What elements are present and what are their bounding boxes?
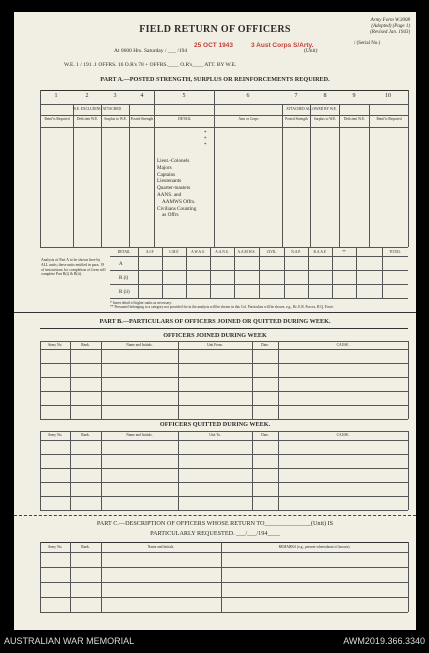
- unit-label: (Unit): [304, 48, 318, 54]
- col-number-2: 2: [85, 93, 89, 99]
- category-aans: AANS. and: [157, 191, 182, 198]
- joined-col-cause: CAUSE.: [336, 343, 350, 347]
- joined-col-rank: Rank.: [81, 343, 90, 347]
- attached-allowed-header: ATTACHED ALLOWED BY W.E.: [286, 107, 337, 111]
- category-captains: Captains: [157, 171, 176, 178]
- analysis-note: Analysis of Part A to be shown here by ALL units; these units entitled in para. 19 of instructions for completion of form will complete Part B(i) & B(ii).: [41, 258, 106, 277]
- category-lieut-colonels: Lieut.-Colonels: [157, 158, 190, 164]
- analysis-row-a: A: [119, 262, 123, 267]
- header-reinforcements-required-right: Reinf'ts Required: [376, 117, 402, 121]
- header-posted-strength-right: Posted Strength: [285, 117, 308, 121]
- joined-title: OFFICERS JOINED DURING WEEK: [163, 332, 267, 339]
- header-surplus-right: Surplus to W.E.: [313, 117, 337, 121]
- analysis-col-other: **: [342, 250, 346, 254]
- serial-number-label: / (Serial No.): [354, 41, 381, 46]
- analysis-col-detail: DETAIL: [117, 250, 131, 254]
- joined-col-name: Name and Initials.: [126, 343, 153, 347]
- part-c-col-remarks: REMARKS (e.g., present whereabouts if known).: [278, 545, 351, 549]
- quitted-col-army-no: Army No.: [47, 433, 63, 437]
- analysis-row-r2: R (ii): [119, 290, 130, 295]
- header-deficient-right: Deficient W.E.: [343, 117, 366, 121]
- quitted-col-rank: Rank.: [81, 433, 90, 437]
- archive-id: AWM2019.366.3340: [343, 636, 425, 646]
- footnotes: [110, 301, 410, 310]
- footnote-higher-ranks: * Insert detail of higher ranks as necessary.: [110, 301, 172, 305]
- analysis-col-aans: A.A.N.S.: [215, 250, 229, 254]
- part-c-col-name: Name and Initials.: [147, 545, 175, 549]
- analysis-col-total: TOTAL: [389, 250, 401, 254]
- part-c-requested: PARTICULARLY REQUESTED. ___/___/194____: [150, 530, 280, 537]
- joined-col-date: Date.: [261, 343, 269, 347]
- analysis-col-civil: CIVIL: [266, 250, 277, 254]
- header-posted-strength-left: Posted Strength: [130, 117, 154, 121]
- form-page: [14, 12, 416, 630]
- revised-label: (Revised Jan. 1943): [370, 30, 410, 35]
- analysis-col-aif: A.I.F.: [145, 250, 155, 254]
- analysis-col-raaf: R.A.A.F.: [313, 250, 327, 254]
- category-civilians: Civilians Counting: [157, 205, 197, 212]
- header-reinforcements-required-left: Reinf'ts Required: [44, 117, 70, 121]
- category-lieutenants: Lieutenants: [157, 178, 182, 185]
- quitted-title: OFFICERS QUITTED DURING WEEK.: [159, 421, 271, 428]
- analysis-col-awas: A.W.A.S.: [191, 250, 205, 254]
- analysis-col-nap: N.A.P.: [291, 250, 301, 254]
- stamp-unit: 3 Aust Corps S/Arty.: [251, 42, 314, 49]
- time-line: [114, 48, 187, 54]
- col-number-3: 3: [113, 93, 117, 99]
- part-b-heading: PART B.—PARTICULARS OF OFFICERS JOINED OR QUITTED DURING WEEK.: [99, 318, 331, 325]
- archive-credit: AUSTRALIAN WAR MEMORIAL: [4, 636, 135, 646]
- col-number-1: 1: [54, 93, 58, 99]
- stamp-date: 25 OCT 1943: [194, 42, 234, 49]
- part-a-heading: PART A.—POSTED STRENGTH, SURPLUS OR REINFORCEMENTS REQUIRED.: [100, 76, 330, 83]
- rank-categories-list: [157, 158, 196, 219]
- joined-col-army-no: Army No.: [47, 343, 63, 347]
- higher-ranks-asterisks: * * *: [204, 131, 207, 148]
- col-number-7: 7: [294, 93, 298, 99]
- date-line: / ___ /194: [164, 48, 188, 54]
- col-number-5: 5: [182, 93, 186, 99]
- analysis-row-r1: R (i): [119, 276, 129, 281]
- col-number-4: 4: [140, 93, 144, 99]
- part-c-col-rank: Rank.: [81, 545, 90, 549]
- col-number-6: 6: [246, 93, 250, 99]
- quitted-col-unit-to: Unit To.: [209, 433, 221, 437]
- quitted-col-name: Name and Initials.: [126, 433, 153, 437]
- col-number-8: 8: [323, 93, 327, 99]
- col-number-9: 9: [352, 93, 356, 99]
- form-title: FIELD RETURN OF OFFICERS: [139, 24, 291, 35]
- category-majors: Majors: [157, 164, 172, 171]
- header-detail: DETAIL: [178, 117, 191, 121]
- quitted-col-date: Date.: [261, 433, 269, 437]
- part-c-col-army-no: Army No.: [47, 545, 63, 549]
- header-arm-or-corps: Arm or Corps: [238, 117, 259, 121]
- army-form-number: Army Form W.3008: [370, 18, 410, 23]
- we-line: W.E. 1 / 191 .1 OFFRS. 16 O.R's 78 + OFFRS.____ O.R's____ ATT. BY W.E.: [64, 62, 237, 68]
- part-c-heading: PART C.—DESCRIPTION OF OFFICERS WHOSE RETURN TO_______________(Unit) IS: [96, 520, 334, 527]
- col-number-10: 10: [385, 93, 391, 99]
- header-surplus-left: Surplus to W.E.: [104, 117, 127, 121]
- joined-col-unit-from: Unit From.: [207, 343, 223, 347]
- analysis-col-cmf: C.M.F.: [169, 250, 179, 254]
- analysis-col-aamws: A.A.M.W.S.: [237, 250, 256, 254]
- category-quartermasters: Quarter-masters: [157, 185, 191, 192]
- category-aamws: AAMWS Offrs.: [162, 198, 196, 205]
- category-as-offrs: as Offrs: [162, 212, 179, 219]
- we-excluding-attached-header: W.E. EXCLUDING ATTACHED: [72, 107, 122, 111]
- adopted-label: (Adopted) (Page 1): [371, 24, 410, 29]
- footnote-other-category: ** Personnel belonging to a category not provided for in the analysis will be shown in this Col. Particulars will be shown, e.g., Br. E.R. Forces, H.Q. Force.: [110, 305, 334, 310]
- header-deficient-left: Deficient W.E.: [76, 117, 99, 121]
- at-line: At 0600 Hrs. Saturday: [114, 48, 164, 54]
- quitted-col-cause: CAUSE.: [336, 433, 350, 437]
